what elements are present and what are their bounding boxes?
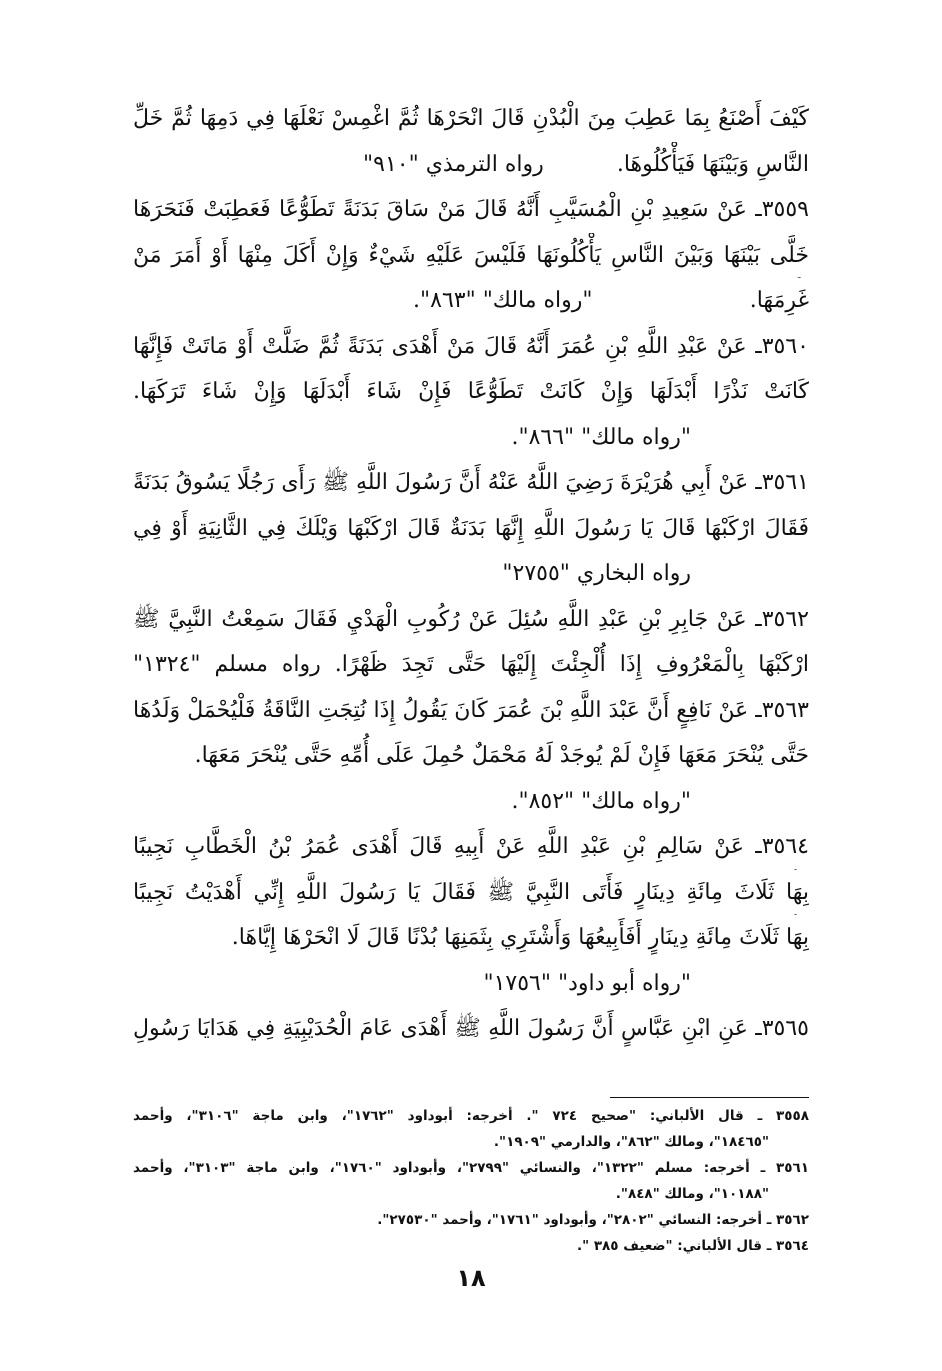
hadith-reference: "رواه مالك" "٨٦٣".	[413, 288, 593, 313]
text-line	[133, 142, 809, 188]
text-line: فَقَالَ ارْكَبْهَا قَالَ يَا رَسُولَ اللَّهِ إِنَّهَا بَدَنَةٌ قَالَ ارْكَبْهَا وَيْلَكَ فِي الثَّانِيَةِ أَوْ فِي	[133, 515, 809, 541]
text-line: ارْكَبْهَا بِالْمَعْرُوفِ إِذَا أُلْجِئْتَ إِلَيْهَا حَتَّى تَجِدَ ظَهْرًا. رواه مسلم "١٣٢٤"	[133, 652, 809, 677]
hadith-3564: ٣٥٦٤ـ عَنْ سَالِمِ بْنِ عَبْدِ اللَّهِ عَنْ أَبِيهِ قَالَ أَهْدَى عُمَرُ بْنُ الْخَطَّابِ نَجِيبًا	[133, 834, 809, 859]
text-line: كَانَتْ نَذْرًا أَبْدَلَهَا وَإِنْ كَانَتْ تَطَوُّعًا فَإِنْ شَاءَ أَبْدَلَهَا وَإِنْ شَاءَ تَرَكَهَا.	[133, 379, 809, 404]
hadith-reference: رواه الترمذي "٩١٠"	[363, 151, 544, 177]
hadith-reference: "رواه أبو داود" "١٧٥٦"	[483, 970, 691, 996]
footnote-3564: ٣٥٦٤ ـ قال الألباني: "ضعيف ٣٨٥ ".	[576, 1238, 809, 1254]
text-line: كَيْفَ أَصْنَعُ بِمَا عَطِبَ مِنَ الْبُدْنِ قَالَ انْحَرْهَا ثُمَّ اغْمِسْ نَعْلَهَا فِي دَمِهَا ثُمَّ خَلِّ	[133, 106, 809, 131]
text-line-main: غَرِمَهَا.	[749, 288, 809, 313]
hadith-3560: ٣٥٦٠ـ عَنْ عَبْدِ اللَّهِ بْنِ عُمَرَ أَنَّهُ قَالَ مَنْ أَهْدَى بَدَنَةً ثُمَّ ضَلَّتْ أَوْ مَاتَتْ فَإِنَّهَا	[133, 333, 809, 359]
text-line	[133, 278, 809, 324]
text-line-main: النَّاسِ وَبَيْنَهَا فَيَأْكُلُوهَا.	[616, 151, 809, 177]
page-number: ١٨	[456, 1264, 486, 1292]
footnote-3558: ٣٥٥٨ ـ قال الألباني: "صحيح ٧٢٤ ". أخرجه: أبوداود "١٧٦٢"، وابن ماجة "٣١٠٦"، وأحمد	[133, 1108, 809, 1124]
hadith-3559: ٣٥٥٩ـ عَنْ سَعِيدِ بْنِ الْمُسَيَّبِ أَنَّهُ قَالَ مَنْ سَاقَ بَدَنَةً تَطَوُّعًا فَعَطِبَتْ فَنَحَرَهَا	[133, 197, 809, 222]
text-line: بِهَا ثَلَاثَ مِائَةِ دِينَارٍ فَأَتَى النَّبِيَّ ﷺ فَقَالَ يَا رَسُولَ اللَّهِ إِنِّي أَهْدَيْتُ نَجِيبًا	[133, 879, 809, 905]
hadith-3563: ٣٥٦٣ـ عَنْ نَافِعٍ أَنَّ عَبْدَ اللَّهِ بْنَ عُمَرَ كَانَ يَقُولُ إِذَا نُتِجَتِ النَّاقَةُ فَلْيُحْمَلْ وَلَدُهَا	[133, 697, 809, 723]
text-line: خَلَّى بَيْنَهَا وَبَيْنَ النَّاسِ يَأْكُلُونَهَا فَلَيْسَ عَلَيْهِ شَيْءٌ وَإِنْ أَكَلَ مِنْهَا أَوْ أَمَرَ مَنْ	[133, 242, 809, 268]
text-line: بِهَا ثَلَاثَ مِائَةِ دِينَارٍ أَفَأَبِيعُهَا وَأَشْتَرِي بِثَمَنِهَا بُدْنًا قَالَ لَا انْحَرْهَا إِيَّاهَا.	[231, 925, 809, 950]
footnote-continuation: "١٨٤٦٥"، ومالك "٨٦٢"، والدارمي "١٩٠٩".	[493, 1134, 769, 1150]
text-line: حَتَّى يُنْحَرَ مَعَهَا فَإِنْ لَمْ يُوجَدْ لَهُ مَحْمَلٌ حُمِلَ عَلَى أُمِّهِ حَتَّى يُنْحَرَ مَعَهَا.	[194, 743, 809, 768]
hadith-reference: رواه البخاري "٢٧٥٥"	[502, 561, 691, 586]
footnotes	[133, 1103, 809, 1259]
footnote-3562: ٣٥٦٢ ـ أخرجه: النسائي "٢٨٠٢"، وأبوداود "١٧٦١"، وأحمد "٢٧٥٣٠".	[377, 1212, 809, 1228]
footnote-divider	[610, 1097, 809, 1098]
main-text	[133, 96, 809, 1052]
hadith-reference: "رواه مالك" "٨٦٦".	[511, 424, 691, 450]
hadith-3562: ٣٥٦٢ـ عَنْ جَابِرِ بْنِ عَبْدِ اللَّهِ سُئِلَ عَنْ رُكُوبِ الْهَدْيِ فَقَالَ سَمِعْتُ النَّبِيَّ ﷺ	[133, 606, 809, 632]
footnote-continuation: "١٠١٨٨"، ومالك "٨٤٨".	[615, 1186, 769, 1202]
hadith-3561: ٣٥٦١ـ عَنْ أَبِي هُرَيْرَةَ رَضِيَ اللَّهُ عَنْهُ أَنَّ رَسُولَ اللَّهِ ﷺ رَأَى رَجُلًا يَسُوقُ بَدَنَةً	[133, 470, 809, 495]
hadith-reference: "رواه مالك" "٨٥٢".	[511, 788, 691, 814]
footnote-3561: ٣٥٦١ ـ أخرجه: مسلم "١٣٢٢"، والنسائي "٢٧٩٩"، وأبوداود "١٧٦٠"، وابن ماجة "٣١٠٣"، وأحمد	[133, 1160, 809, 1176]
hadith-3565: ٣٥٦٥ـ عَنِ ابْنِ عَبَّاسٍ أَنَّ رَسُولَ اللَّهِ ﷺ أَهْدَى عَامَ الْحُدَيْبِيَةِ فِي هَدَايَا رَسُولِ	[133, 1016, 809, 1041]
